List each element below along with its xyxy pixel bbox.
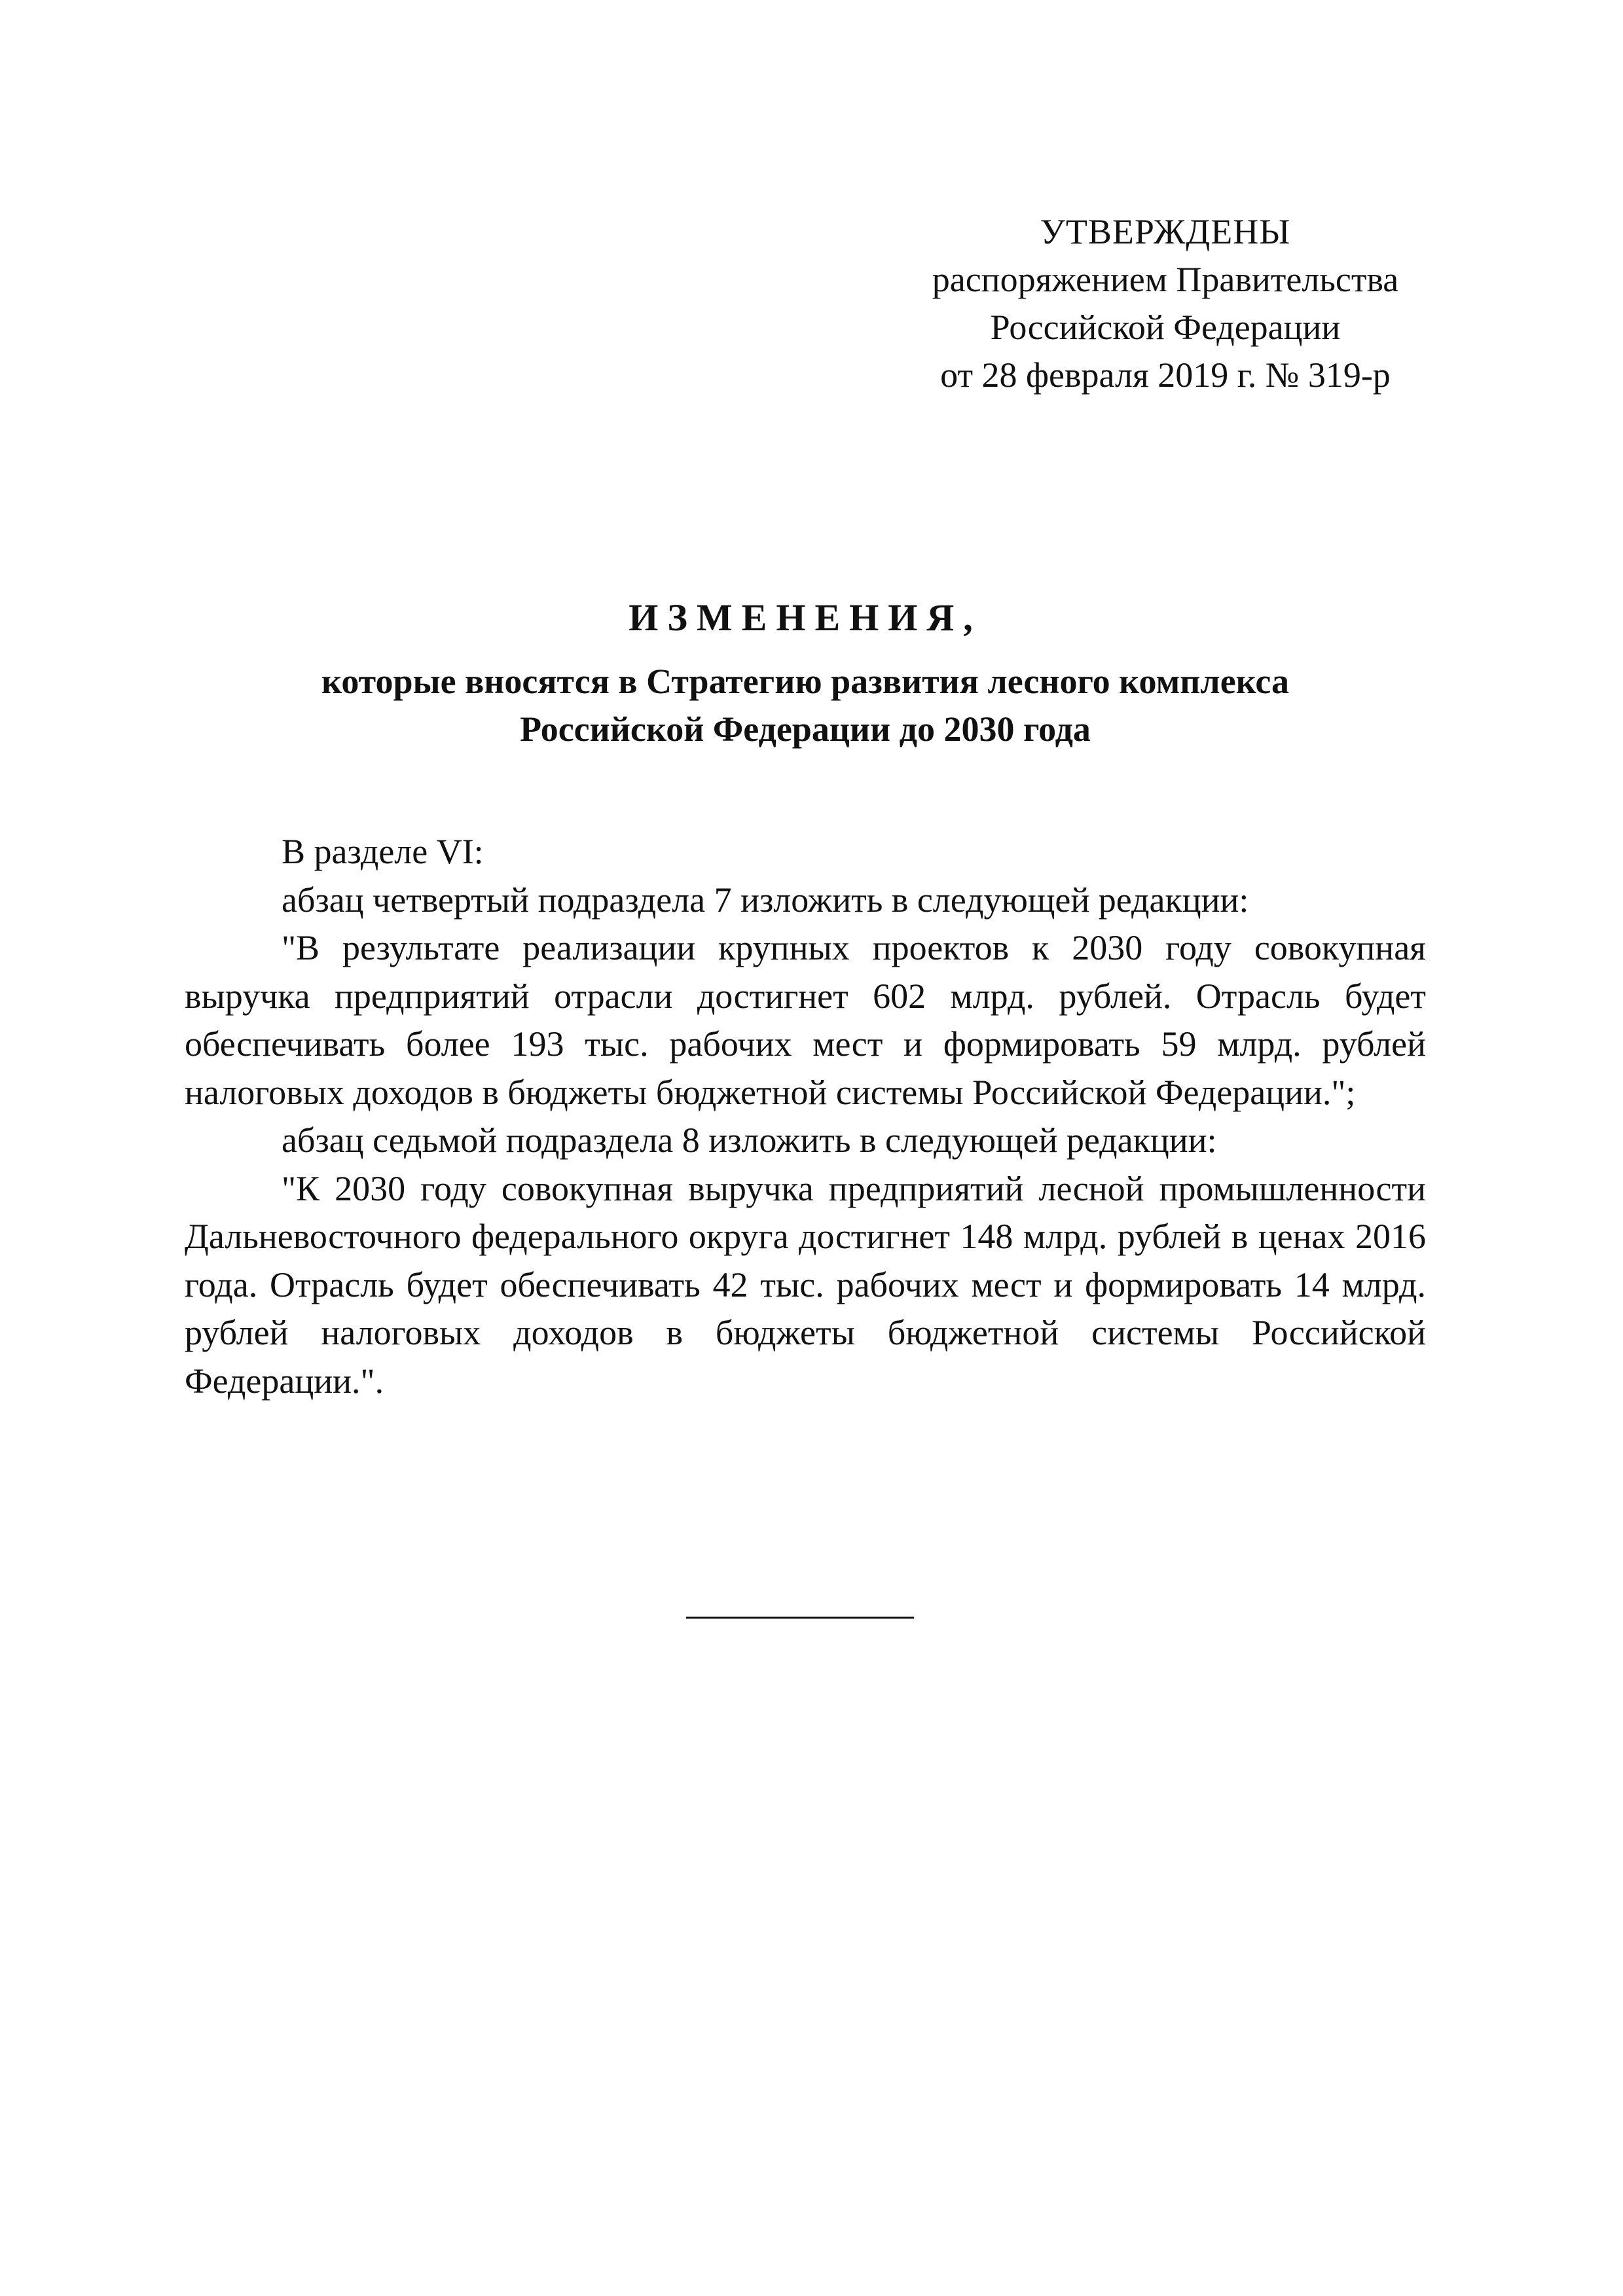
subtitle-line-2: Российской Федерации до 2030 года: [520, 709, 1091, 749]
approval-line-3: Российской Федерации: [990, 308, 1341, 347]
approval-line-4: от 28 февраля 2019 г. № 319-р: [940, 355, 1391, 395]
subtitle-line-1: которые вносятся в Стратегию развития лесного комплекса: [321, 662, 1290, 701]
closing-rule: [686, 1617, 914, 1619]
paragraph-instruction-2: абзац седьмой подраздела 8 изложить в следующей редакции:: [282, 1121, 1217, 1160]
approval-line-2: распоряжением Правительства: [932, 260, 1399, 299]
document-subtitle: [183, 658, 1427, 753]
approval-line-1: УТВЕРЖДЕНЫ: [1040, 212, 1291, 251]
paragraph-quote-1: "В результате реализации крупных проектов к 2030 году совокупная выручка предприятий отрасли достигнет 602 млрд. рублей. Отрасль будет обеспечивать более 193 тыс. рабочих мест и формировать 59 млрд. рублей налоговых доходов в бюджеты бюджетной системы Российской Федерации.";: [185, 928, 1426, 1112]
paragraph-quote-2: "К 2030 году совокупная выручка предприятий лесной промышленности Дальневосточного федерального округа достигнет 148 млрд. рублей в ценах 2016 года. Отрасль будет обеспечивать 42 тыс. рабочих мест и формировать 14 млрд. рублей налоговых доходов в бюджеты бюджетной системы Российской Федерации.".: [185, 1168, 1426, 1401]
document-title: ИЗМЕНЕНИЯ,: [629, 596, 982, 639]
document-body: [185, 828, 1426, 1405]
paragraph-instruction-1: абзац четвертый подраздела 7 изложить в следующей редакции:: [282, 880, 1249, 920]
approval-stamp: [877, 208, 1453, 399]
paragraph-section-ref: В разделе VI:: [282, 832, 484, 871]
